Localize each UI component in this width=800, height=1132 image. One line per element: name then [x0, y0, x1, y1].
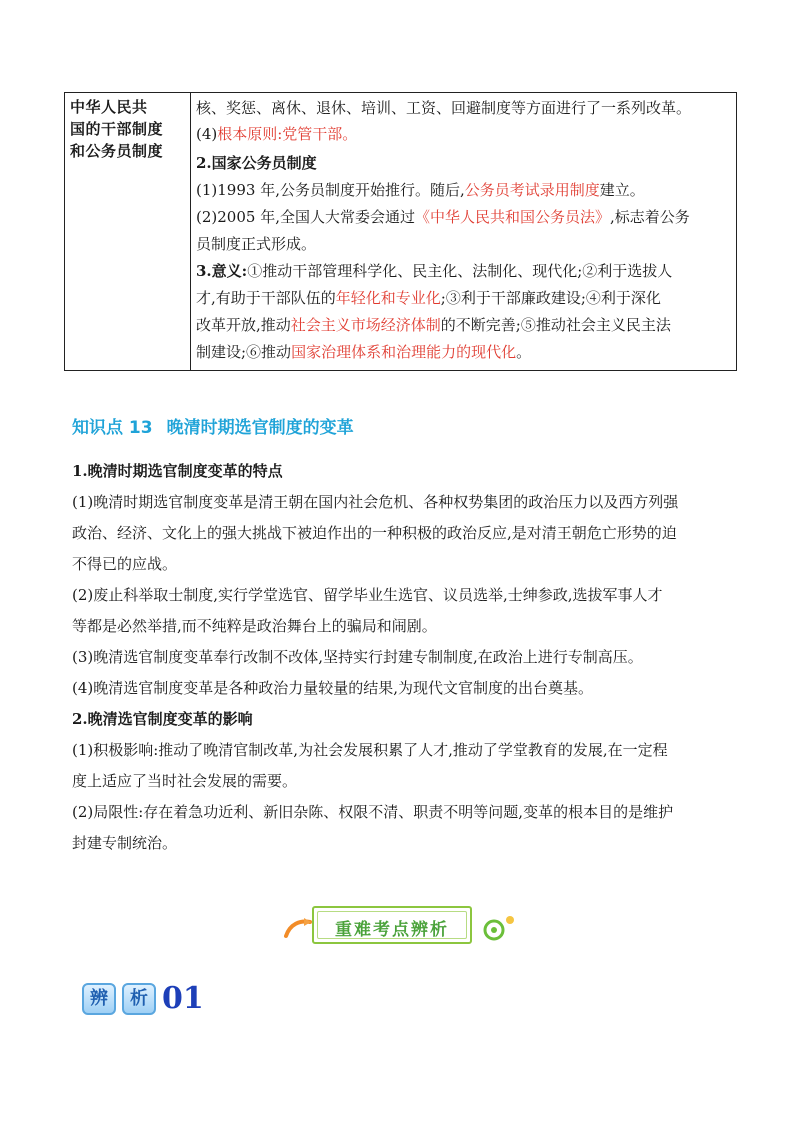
paragraph-line: (1)积极影响:推动了晚清官制改革,为社会发展积累了人才,推动了学堂教育的发展,在一定程: [72, 741, 668, 759]
left-label-line: 国的干部制度: [70, 120, 164, 138]
badge-number: 01: [162, 981, 204, 1016]
table-line-4: (1)1993 年,公务员制度开始推行。随后,公务员考试录用制度建立。: [196, 181, 645, 199]
table-line-9: 改革开放,推动社会主义市场经济体制的不断完善;⑤推动社会主义民主法: [196, 316, 671, 334]
table-line-10: 制建设;⑥推动国家治理体系和治理能力的现代化。: [196, 343, 532, 361]
leaf-swirl-icon: [282, 914, 314, 940]
section-heading: 晚清时期选官制度的变革: [166, 418, 354, 438]
paragraph-line: (2)局限性:存在着急功近利、新旧杂陈、权限不清、职责不明等问题,变革的根本目的是维护: [72, 803, 674, 821]
paragraph-line: 度上适应了当时社会发展的需要。: [72, 772, 298, 790]
paragraph-line: (2)废止科举取士制度,实行学堂选官、留学毕业生选官、议员选举,士绅参政,选拔军事人才: [72, 586, 663, 604]
table-heading: 2.国家公务员制度: [196, 154, 317, 172]
paragraph-line: 等都是必然举措,而不纯粹是政治舞台上的骗局和闹剧。: [72, 617, 437, 635]
left-label-line: 中华人民共: [70, 98, 148, 116]
decorative-swirl-icon: [482, 912, 518, 944]
paragraph-line: (3)晚清选官制度变革奉行改制不改体,坚持实行封建专制制度,在政治上进行专制高压。: [72, 648, 643, 666]
table-line-1: 核、奖惩、离休、退休、培训、工资、回避制度等方面进行了一系列改革。: [196, 99, 692, 117]
paragraph-line: 不得已的应战。: [72, 555, 178, 573]
section-number: 知识点 13: [72, 418, 153, 438]
table-line-2: (4)根本原则:党管干部。: [196, 125, 358, 143]
badge-char-2: 析: [122, 983, 156, 1015]
table: [64, 92, 737, 371]
table-left-cell: [65, 93, 191, 370]
table-line-6: 员制度正式形成。: [196, 235, 317, 253]
section-title: [72, 413, 354, 438]
subheading-2: 2.晚清选官制度变革的影响: [72, 710, 253, 728]
key-points-banner: [282, 906, 522, 946]
table-line-8: 才,有助于干部队伍的年轻化和专业化;③利于干部廉政建设;④利于深化: [196, 289, 661, 307]
paragraph-line: 封建专制统治。: [72, 834, 178, 852]
badge-char-1: 辨: [82, 983, 116, 1015]
table-line-5: (2)2005 年,全国人大常委会通过《中华人民共和国公务员法》,标志着公务: [196, 208, 690, 226]
banner-text: 重难考点辨析: [335, 920, 449, 940]
table-line-7: 3.意义:①推动干部管理科学化、民主化、法制化、现代化;②利于选拔人: [196, 262, 673, 280]
paragraph-line: (1)晚清时期选官制度变革是清王朝在国内社会危机、各种权势集团的政治压力以及西方列强: [72, 493, 679, 511]
subheading-1: 1.晚清时期选官制度变革的特点: [72, 462, 283, 480]
left-label-line: 和公务员制度: [70, 142, 164, 160]
paragraph-line: 政治、经济、文化上的强大挑战下被迫作出的一种积极的政治反应,是对清王朝危亡形势的迫: [72, 524, 677, 542]
banner-box: [312, 906, 472, 944]
paragraph-line: (4)晚清选官制度变革是各种政治力量较量的结果,为现代文官制度的出台奠基。: [72, 679, 594, 697]
